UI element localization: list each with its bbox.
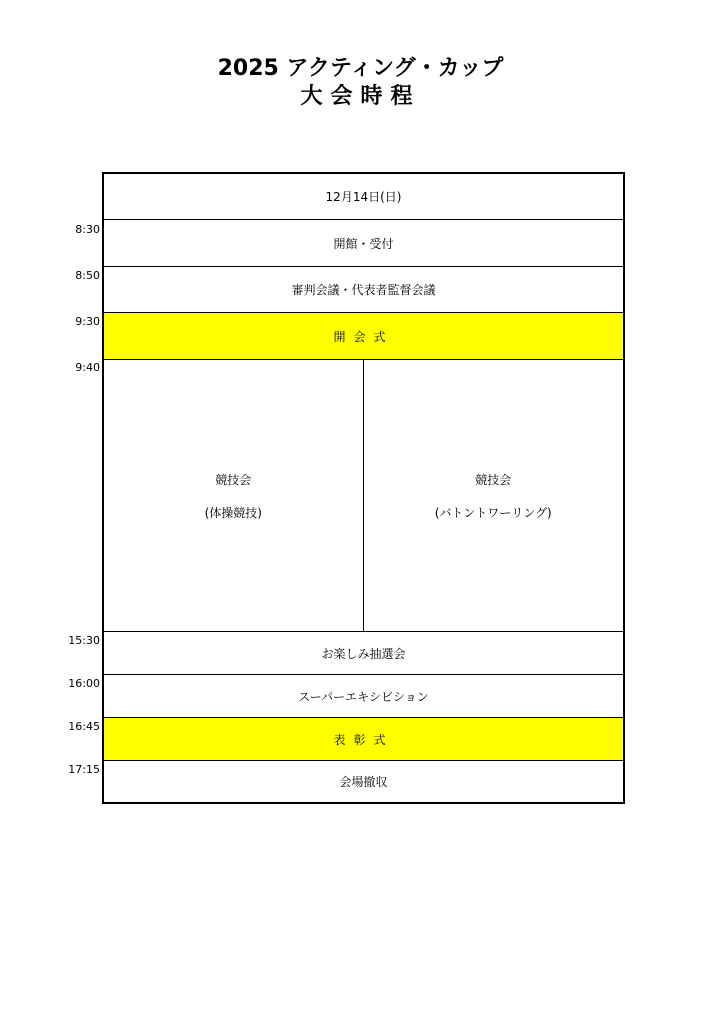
time-label: 8:50 [75,269,100,282]
schedule-row-lottery: お楽しみ抽選会 [104,632,623,675]
time-label: 16:45 [68,720,100,733]
competition-type: (バトントワーリング) [434,505,552,520]
schedule-title: 大会時程 [300,84,421,109]
time-label: 9:30 [75,315,100,328]
schedule-row-award-ceremony: 表彰式 [104,718,623,761]
time-label: 9:40 [75,361,100,374]
competition-type: (体操競技) [204,505,262,520]
schedule-row-meeting: 審判会議・代表者監督会議 [104,267,623,313]
time-label: 17:15 [68,763,100,776]
schedule-row-competition [104,360,623,632]
schedule-row-opening-ceremony: 開会式 [104,313,623,360]
competition-label: 競技会 [215,472,252,487]
time-label: 15:30 [68,634,100,647]
schedule-row-teardown: 会場撤収 [339,775,388,789]
schedule-table [102,172,625,804]
competition-baton-cell [364,360,624,631]
time-label: 8:30 [75,223,100,236]
date-row: 12月14日(日) [104,174,623,220]
competition-label: 競技会 [475,472,512,487]
time-label: 16:00 [68,677,100,690]
schedule-row-exhibition: スーパーエキシビション [104,675,623,718]
event-title: 2025 アクティング・カップ [217,56,504,81]
schedule-row-reception: 開館・受付 [104,220,623,267]
competition-gymnastics-cell [104,360,364,631]
